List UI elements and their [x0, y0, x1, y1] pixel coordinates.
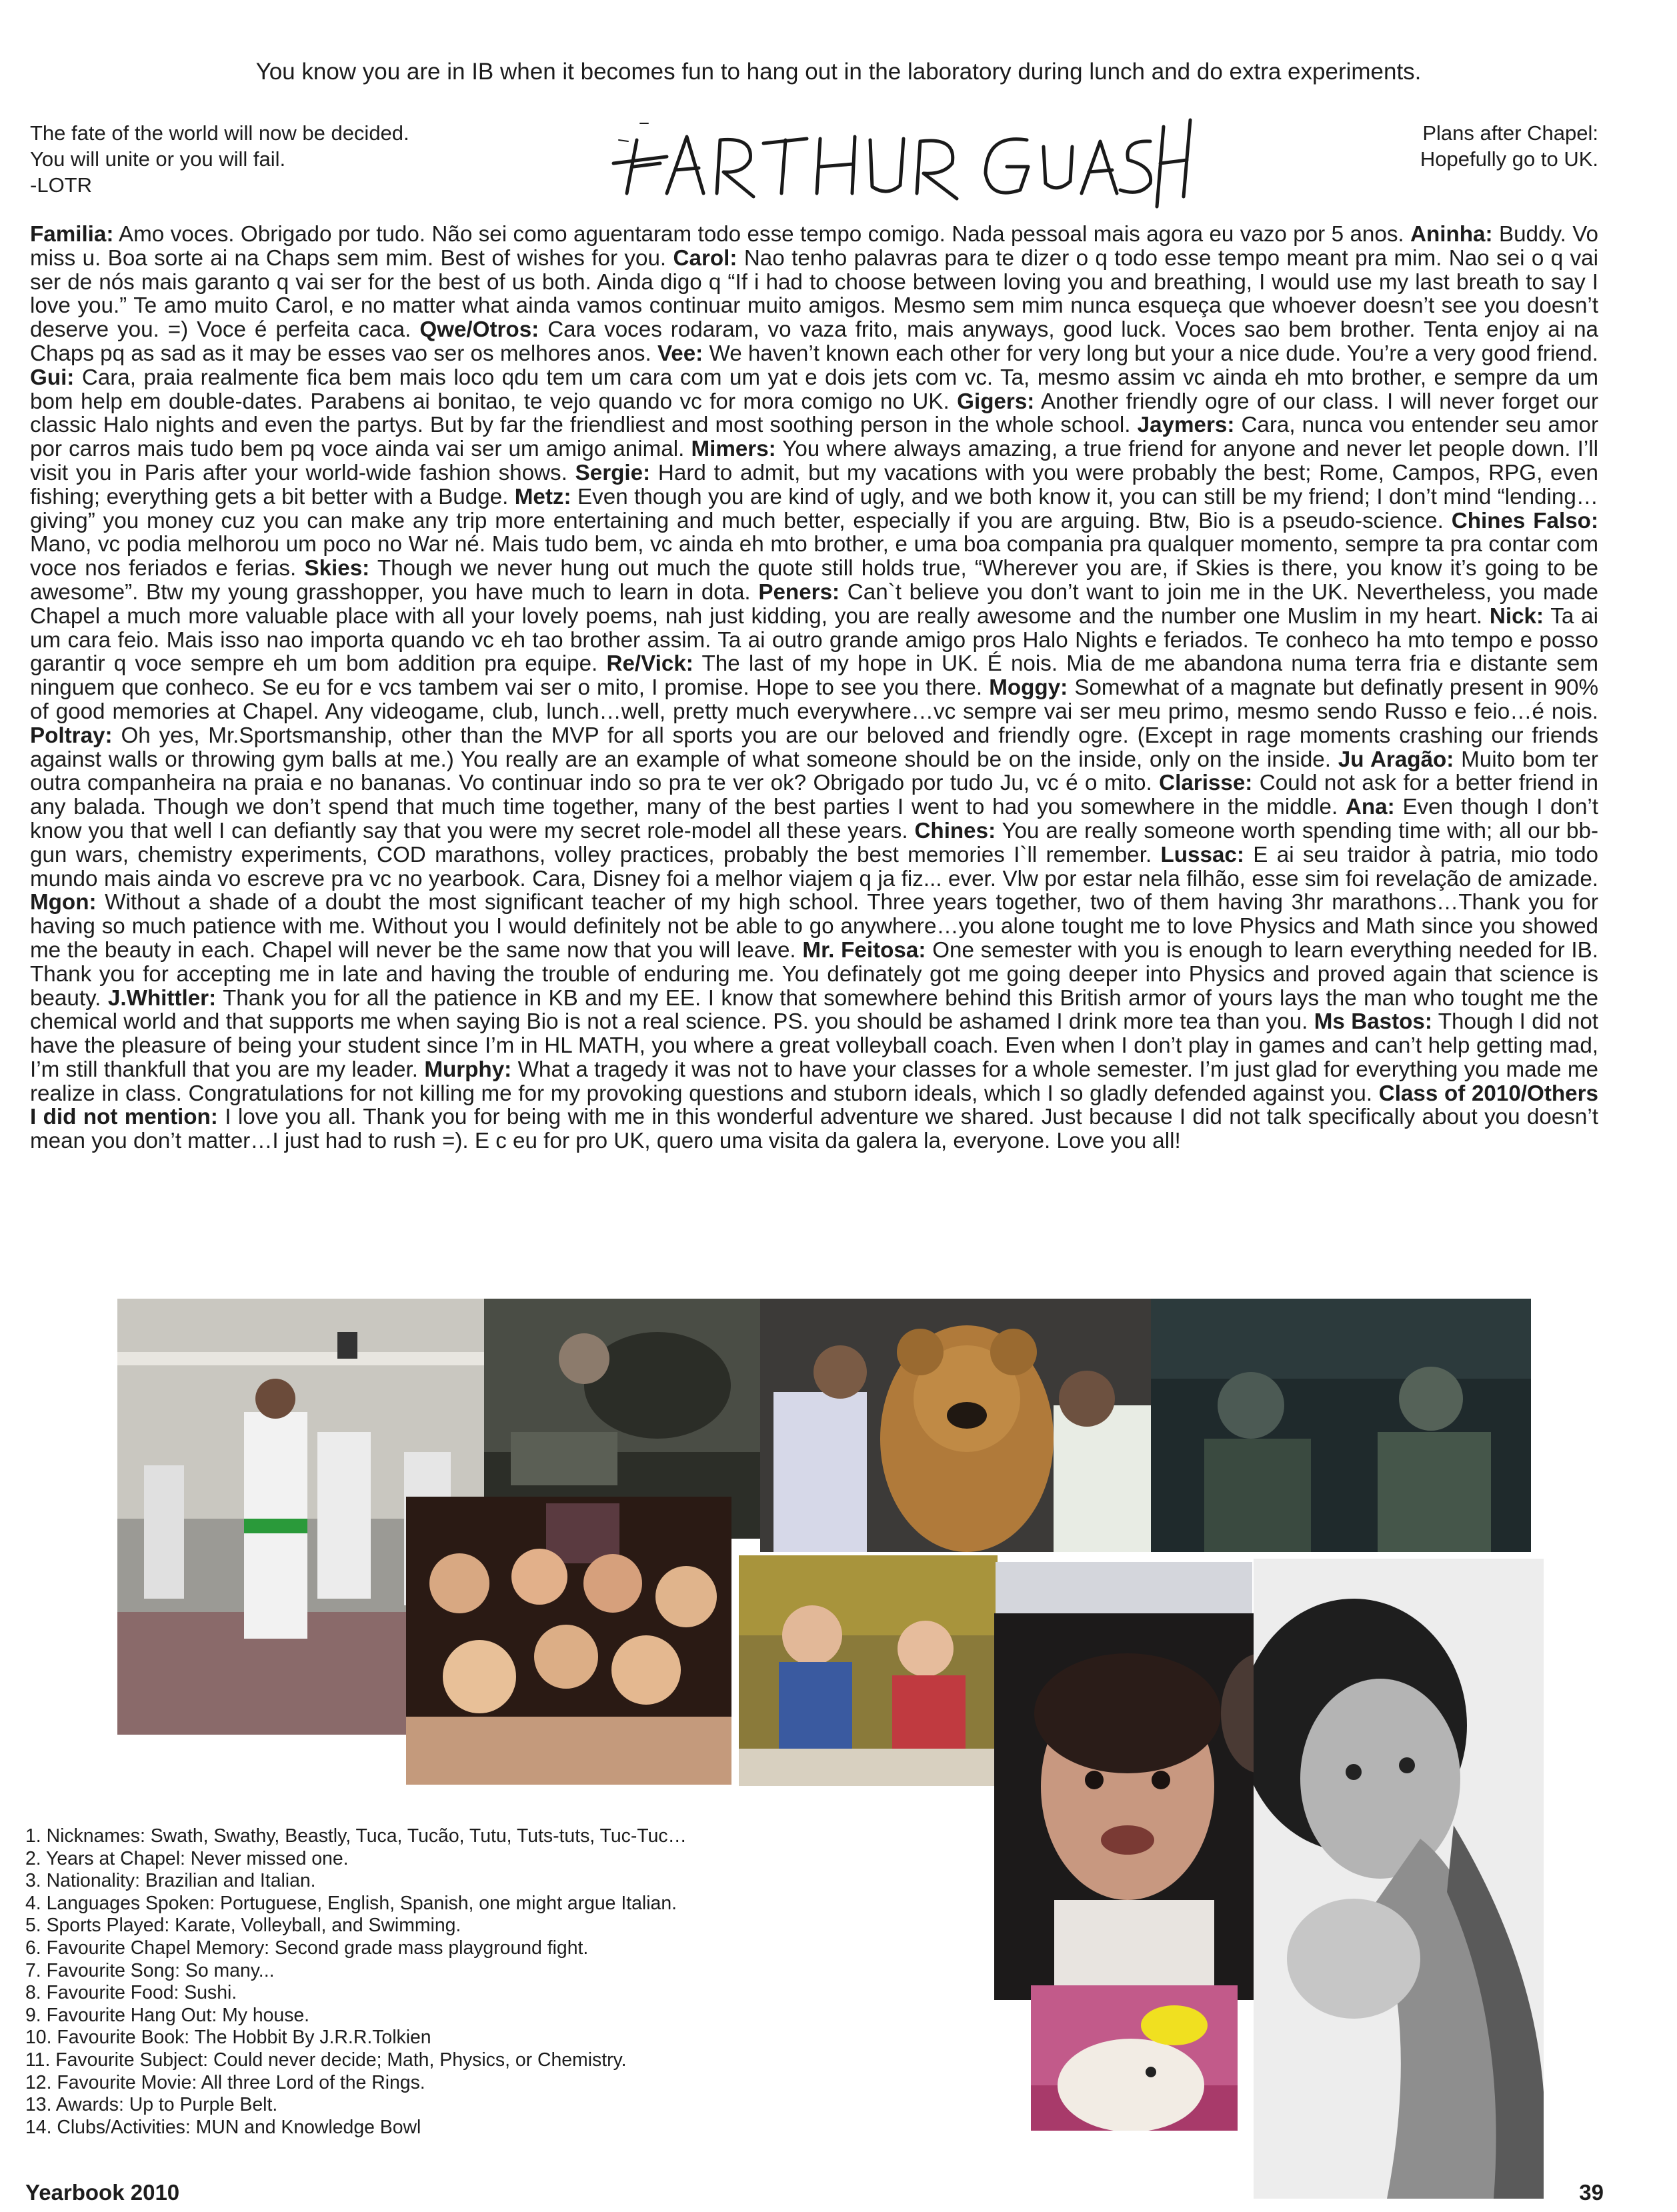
- dedication-text: Ta ai um cara feio. Mais isso nao importa quando vc eh tao brother assim. Ta ai outro grande amigo pros Halo Nights e feriados. Te conheco ha mto tempo e posso garantir q voce sempre eh um bom addition pra equipe.: [30, 603, 1598, 677]
- dedication-name: Moggy:: [989, 675, 1068, 701]
- dedication-name: Carol:: [673, 245, 737, 271]
- dedication-name: Clarisse:: [1159, 771, 1253, 796]
- dedication-name: Chines:: [914, 818, 996, 843]
- dedication-text: We haven’t known each other for very long but your a nice dude. You’re a very good friend.: [709, 341, 1598, 366]
- dedication-text: Another friendly ogre of our class. I will never forget our classic Halo nights and even the partys. But by far the friendliest and most soothing person in the whole school.: [30, 389, 1599, 438]
- dedication-text: Cara, praia realmente fica bem mais loco qdu tem um cara com um yat e dois jets com vc. Ta, mesmo assim vc ainda eh mto brother, e sempre da um bom help em double-dates. Parabens ai bonitao, te vejo quando vc for mora comigo no UK.: [30, 365, 1598, 414]
- photo-group-party: [406, 1497, 731, 1785]
- photo-friends-dark-room: [1151, 1299, 1531, 1552]
- dedication-name: Aninha:: [1410, 222, 1493, 247]
- dedication-text: One semester with you is enough to learn everything needed for IB. Thank you for accepting me in late and having the trouble of enduring me. You definately got me going deeper into Physics and proved again that science is beauty.: [30, 937, 1598, 1011]
- plans-line: Hopefully go to UK.: [1420, 147, 1598, 171]
- dedication-name: Qwe/Otros:: [419, 317, 539, 343]
- quote-line: The fate of the world will now be decided.: [30, 121, 409, 145]
- facts-list: [25, 1825, 687, 2139]
- dedication-name: Ju Aragão:: [1338, 747, 1454, 772]
- fact-item: 6. Favourite Chapel Memory: Second grade mass playground fight.: [25, 1937, 589, 1959]
- dedication-name: Poltray:: [30, 723, 113, 748]
- photo-funny-face: [994, 1613, 1294, 2000]
- dedications-paragraph: [30, 223, 1598, 1153]
- dedication-name: Sergie:: [575, 460, 651, 485]
- dedication-text: Amo voces. Obrigado por tudo. Não sei como aguentaram todo esse tempo comigo. Nada pessoal mais agora eu vazo por 5 anos.: [118, 222, 1404, 247]
- dedication-name: Skies:: [304, 556, 370, 581]
- photo-mascot-bear: [760, 1299, 1159, 1552]
- photo-children-toys: [739, 1555, 998, 1786]
- dedication-text: Hard to admit, but my vacations with you were probably the best; Rome, Campos, RPG, even fishing; everything gets a bit better with a Budge.: [30, 460, 1599, 509]
- dedication-name: Familia:: [30, 222, 114, 247]
- dedication-text: Cara voces rodaram, vo vaza frito, mais anyways, good luck. Voces sao bem brother. Tenta enjoy ai na Chaps pq as sad as it may be esses vao ser os melhores anos.: [30, 317, 1599, 366]
- dedication-name: Mr. Feitosa:: [802, 937, 926, 963]
- page-tagline: You know you are in IB when it becomes fun to hang out in the laboratory during lunch and do extra experiments.: [255, 59, 1422, 85]
- dedication-text: The last of my hope in UK. É nois. Mia de me abandona numa terra fria e distante sem ninguem que conheco. Se eu for e vcs tambem vai ser o mito, I promise. Hope to see you there.: [30, 651, 1598, 701]
- dedication-text: Muito bom ter outra companheira na praia e no bananas. Vo continuar indo so pra te ver ok? Obrigado por tudo Ju, vc é o mito.: [30, 747, 1598, 796]
- fact-item: 12. Favourite Movie: All three Lord of the Rings.: [25, 2071, 425, 2093]
- handwritten-signature: [587, 100, 1200, 213]
- dedication-text: Even though you are kind of ugly, and we both know it, you can still be my friend; I don’t mind “lending…giving” you money cuz you can make any trip more entertaining and much better, especially if you are arguing. Btw, Bio is a pseudo-science.: [30, 484, 1598, 533]
- yearbook-footer: Yearbook 2010: [25, 2180, 180, 2205]
- dedication-text: Though I did not have the pleasure of being your student since I’m in HL MATH, you where a great volleyball coach. Even when I don’t play in games and can’t help getting mad, I’m still thankfull that you are my leader.: [30, 1009, 1599, 1082]
- dedication-text: You where always amazing, a true friend for anyone and never let people down. I’ll visit you in Paris after your world-wide fashion shows.: [30, 437, 1598, 485]
- dedication-text: Buddy. Vo miss u. Boa sorte ai na Chaps sem mim. Best of wishes for you.: [30, 222, 1598, 271]
- quote-line: -LOTR: [30, 173, 92, 197]
- fact-item: 13. Awards: Up to Purple Belt.: [25, 2094, 278, 2116]
- fact-item: 3. Nationality: Brazilian and Italian.: [25, 1870, 316, 1892]
- lotr-quote: [30, 120, 409, 198]
- dedication-text: Somewhat of a magnate but definatly present in 90% of good memories at Chapel. Any videogame, club, lunch…well, pretty much everywhere…vc sempre vai ser meu primo, mesmo sendo Russo e feio…é nois.: [30, 675, 1599, 724]
- dedication-name: Ana:: [1345, 795, 1395, 820]
- fact-item: 5. Sports Played: Karate, Volleyball, and Swimming.: [25, 1915, 461, 1937]
- plans-after-chapel: [1420, 120, 1598, 172]
- dedication-name: J.Whittler:: [107, 985, 217, 1011]
- dedication-text: What a tragedy it was not to have your classes for a whole semester. I’m just glad for everything you made me realize in class. Congratulations for not killing me for my provoking questions and stuborn ideals, which I so gladly defended against you.: [30, 1057, 1598, 1106]
- dedication-name: Metz:: [514, 484, 571, 509]
- dedication-text: Thank you for all the patience in KB and my EE. I know that somewhere behind this British armor of yours lays the man who tought me the chemical world and that supports me when saying Bio is not a real science. PS. you should be ashamed I drink more tea than you.: [30, 985, 1598, 1035]
- dedication-text: Can`t believe you don’t want to join me in the UK. Nevertheless, you made Chapel a much more valuable place with all your lovely poems, nah just kidding, you are really awesome and the number one Muslim in my heart.: [30, 579, 1598, 629]
- fact-item: 1. Nicknames: Swath, Swathy, Beastly, Tuca, Tucão, Tutu, Tuts-tuts, Tuc-Tuc…: [25, 1825, 687, 1847]
- plans-line: Plans after Chapel:: [1422, 121, 1598, 145]
- dedication-text: Without a shade of a doubt the most significant teacher of my high school. Three years together, two of them having 3hr marathons…Thank you for having so much patience with me. Without you I would definitely not be able to go anywhere…you alone tought me to love Physics and Math since you showed me the beauty in each. Chapel will never be the same now that you will leave.: [30, 890, 1598, 963]
- dedication-name: Mgon:: [30, 890, 97, 915]
- dedication-text: Mano, vc podia melhorou um poco no War né. Mais tudo bem, vc ainda eh mto brother, e uma boa compania pra qualquer momento, sempre ta pra contar com voce nos feriados e ferias.: [30, 532, 1598, 581]
- dedication-name: Mimers:: [691, 437, 776, 462]
- photo-dog-hat: [1031, 1985, 1238, 2131]
- dedication-text: Even though I don’t know you that well I can defiantly say that you were my secret role-model all these years.: [30, 795, 1598, 843]
- dedication-name: Gigers:: [957, 389, 1035, 414]
- dedication-text: Nao tenho palavras para te dizer o q todo esse tempo meant pra mim. Nao sei o q vai ser de nós mais garanto q vai ser for the best of us both. Ainda digo q “If i had to choose between loving you and breathing, I would use my last breath to say I love you.” Te amo muito Carol, e no matter what ainda vamos continuar muito amigos. Mesmo sem mim nunca esqueça que whoever doesn’t see you doesn’t deserve you. =) Voce é perfeita caca.: [30, 245, 1598, 343]
- dedication-text: You are really someone worth spending time with; all our bb-gun wars, chemistry experiments, COD marathons, volley practices, probably the best memories I`ll remember.: [30, 818, 1599, 867]
- fact-item: 14. Clubs/Activities: MUN and Knowledge Bowl: [25, 2116, 421, 2138]
- dedication-text: Cara, nunca vou entender seu amor por carros mais tudo bem pq voce ainda vai ser um amigo animal.: [30, 413, 1598, 462]
- fact-item: 10. Favourite Book: The Hobbit By J.R.R.Tolkien: [25, 2027, 431, 2049]
- dedication-name: Vee:: [657, 341, 703, 366]
- fact-item: 7. Favourite Song: So many...: [25, 1959, 275, 1981]
- fact-item: 11. Favourite Subject: Could never decide; Math, Physics, or Chemistry.: [25, 2049, 627, 2071]
- page-number: 39: [1579, 2180, 1604, 2205]
- dedication-text: E ai seu traidor à patria, mio todo mundo mais ainda vo escreve pra vc no yearbook. Cara, Disney foi a melhor viajem q ja fiz... ever. Vlw por estar nela filhão, esse sim foi revelação de amizade.: [30, 842, 1598, 891]
- dedication-name: Jaymers:: [1137, 413, 1235, 438]
- quote-line: You will unite or you will fail.: [30, 147, 286, 171]
- dedication-text: Could not ask for a better friend in any balada. Though we don’t spend that much time together, many of the best parties I went to had you somewhere in the middle.: [30, 771, 1598, 820]
- dedication-text: Though we never hung out much the quote still holds true, “Wherever you are, if Skies is there, you know it’s going to be awesome”. Btw my young grasshopper, you have much to learn in dota.: [30, 556, 1598, 605]
- dedication-name: Lussac:: [1160, 842, 1244, 867]
- dedication-text: I love you all. Thank you for being with me in this wonderful adventure we shared. Just because I did not talk specifically about you doesn’t mean you don’t matter…I just had to rush =). E c eu for pro UK, quero uma visita da galera la, everyone. Love you all!: [30, 1105, 1598, 1154]
- dedication-name: Peners:: [758, 579, 840, 605]
- dedication-name: Murphy:: [424, 1057, 512, 1082]
- fact-item: 8. Favourite Food: Sushi.: [25, 1982, 237, 2004]
- fact-item: 4. Languages Spoken: Portuguese, English, Spanish, one might argue Italian.: [25, 1892, 677, 1914]
- dedication-name: Chines Falso:: [1451, 508, 1598, 533]
- fact-item: 2. Years at Chapel: Never missed one.: [25, 1847, 349, 1869]
- dedication-name: Ms Bastos:: [1314, 1009, 1432, 1035]
- fact-item: 9. Favourite Hang Out: My house.: [25, 2004, 310, 2026]
- dedication-text: Oh yes, Mr.Sportsmanship, other than the MVP for all sports you are our beloved and friendly ogre. (Except in rage moments crashing our friends against walls or throwing gym balls at me.) You really are an example of what someone should be on the inside, only on the inside.: [30, 723, 1598, 772]
- dedication-name: Nick:: [1489, 603, 1544, 629]
- dedication-name: Class of 2010/Others I did not mention:: [30, 1081, 1598, 1130]
- dedication-name: Gui:: [30, 365, 75, 390]
- photo-black-white-portrait: [1254, 1559, 1544, 2199]
- dedication-name: Re/Vick:: [606, 651, 693, 677]
